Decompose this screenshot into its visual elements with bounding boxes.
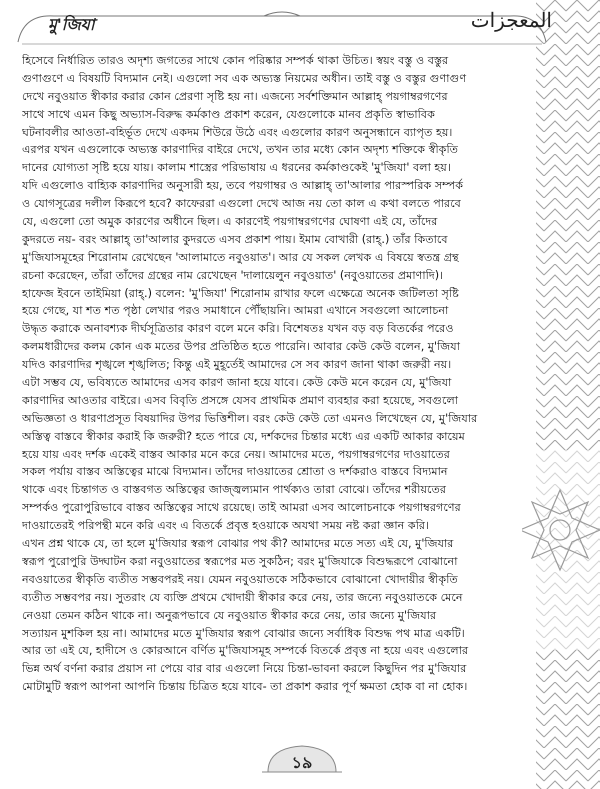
text-line: মোটামুটি স্বরূপ আপনা আপনি চিন্তায় চিত্রিত হয়ে যাবে- তা প্রকাশ করার পূর্ণ ক্ষমতা হোক বা না হোক।	[22, 680, 468, 694]
text-line: অস্তিত্ব বাস্তবে স্বীকার করাই কি জরুরী? হতে পারে যে, দর্শকদের চিন্তার মধ্যে এর একটি আকার কায়েম	[22, 429, 465, 443]
text-line: হিসেবে নির্ধারিত তারও অদৃশ্য জগতের সাথে কোন পরিষ্কার সম্পর্ক থাকা উচিত। স্বয়ং বস্তু ও বস্তুর	[22, 54, 449, 67]
text-line: নেওয়া তেমন কঠিন থাকে না। অনুরূপভাবে যে নবুওয়াত স্বীকার করে নেয়, তার জন্যে মু'জিযার	[22, 608, 437, 622]
text-line: যদিও কারণাদির শৃঙ্খলে শৃঙ্খলিত; কিন্তু এই মুহূর্তেই আমাদের সে সব কারণ জানা থাকা জরুরী নয়।	[22, 358, 452, 372]
text-line: ভিন্ন অর্থ বর্ণনা করার প্রয়াস না পেয়ে বার বার এগুলো নিয়ে চিন্তা-ভাবনা করলে কিছুদিন পর মু'জিযার	[22, 662, 467, 676]
text-line: সকল পর্যায় বাস্তব অস্তিত্বের মাঝে বিদ্যমান। তাঁদের দাওয়াতের শ্রোতা ও দর্শকরাও বাস্তবে বিদ্যমান	[22, 465, 448, 479]
text-line: কলমধারীদের কলম কোন এক মতের উপর প্রতিষ্ঠিত হতে পারেনি। আবার কেউ কেউ বলেন, মু'জিযা	[22, 340, 460, 354]
text-line: হয়ে গেছে, যা শত শত পৃষ্ঠা লেখার পরও সমাধানে পৌঁছায়নি। আমরা এখানে সবগুলো আলোচনা	[22, 304, 449, 318]
text-line: থাকে এবং চিন্তাগত ও বাস্তবগত অস্তিত্বের জাজ্জ্বল্যমান পার্থক্যও তারা বোঝে। তাঁদের শরীয়তের	[22, 483, 447, 497]
text-line: হয়ে যায় এবং দর্শক একেই বাস্তব আকার মনে করে নেয়। আমাদের মতে, পয়গাম্বরগণের দাওয়াতের	[22, 447, 450, 461]
text-line: অভিজ্ঞতা ও ধারণাপ্রসূত বিষয়াদির উপর ভিত্তিশীল। বরং কেউ কেউ তো এমনও লিখেছেন যে, মু'জিযার	[22, 411, 478, 425]
text-line: দেখে নবুওয়াত স্বীকার করার কোন প্রেরণা সৃষ্টি হয় না। এজন্যে সর্বশক্তিমান আল্লাহ্ পয়গাম্বরগণের	[22, 89, 448, 103]
text-line: কুদরতে নয়- বরং আল্লাহ্ তা'আলার কুদরতে এসব প্রকাশ পায়। ইমাম বোখারী (রাহ্.) তাঁর কিতাবে	[22, 232, 448, 246]
page-number-badge	[262, 742, 342, 778]
text-line: আর তা এই যে, হাদীসে ও কোরআনে বর্ণিত মু'জিযাসমূহ সম্পর্কে বিতর্কে প্রবৃত্ত না হয়ে এবং এগুলোর	[22, 644, 469, 658]
text-line: সম্পর্কও পুরোপুরিভাবে বাস্তব অস্তিত্বের সাথে রয়েছে। তাই আমরা এসব আলোচনাকে পয়গাম্বরগণের	[22, 501, 461, 515]
text-line: দানের যোগ্যতা সৃষ্টি হয়ে যায়। কালাম শাস্ত্রের পরিভাষায় এ ধরনের কর্মকাণ্ডকেই 'মু'জিযা' বলা হয়।	[22, 161, 451, 175]
header-title-bengali: মু'জিযা	[48, 15, 95, 34]
page-number: ১৯	[291, 753, 313, 772]
text-line: দাওয়াতেরই পরিপন্থী মনে করি এবং এ বিতর্কে প্রবৃত্ত হওয়াকে অযথা সময় নষ্ট করা জ্ঞান করি।	[22, 519, 430, 533]
text-line: রচনা করেছেন, তাঁরা তাঁদের গ্রন্থের নাম রেখেছেন 'দালায়েলুন নবুওয়াত' (নবুওয়াতের প্রমাণাদি)।	[22, 268, 444, 282]
text-line: যে, এগুলো তো অমুক কারণের অধীনে ছিল। এ কারণেই পয়গাম্বরগণের ঘোষণা এই যে, তাঁদের	[22, 215, 438, 229]
text-line: এখন প্রশ্ন থাকে যে, তা হলে মু'জিযার স্বরূপ বোঝার পথ কী? আমাদের মতে সত্য এই যে, মু'জিযার	[22, 537, 454, 551]
text-line: এটা সম্ভব যে, ভবিষ্যতে আমাদের এসব কারণ জানা হয়ে যাবে। কেউ কেউ মনে করেন যে, মু'জিযা	[22, 376, 452, 390]
text-line: মু'জিযাসমূহের শিরোনাম রেখেছেন 'আলামাতে নবুওয়াত'। আর যে সকল লেখক এ বিষয়ে স্বতন্ত্র গ্রন্থ	[22, 250, 459, 264]
header-title-arabic: المعجزات	[470, 8, 552, 32]
text-line: ঘটনাবলীর আওতা-বহির্ভূত দেখে একদম শিউরে উঠে এবং এগুলোর কারণ অনুসন্ধানে ব্যাপৃত হয়।	[22, 125, 453, 139]
text-line: গুণাগুণে এ বিষয়টি বিদ্যমান নেই। এগুলো সব এক অভ্যস্ত নিয়মের অধীন। তাই বস্তু ও বস্তুর গুণাগুণ	[22, 71, 467, 85]
text-line: ব্যতীত সম্ভবপর নয়। সুতরাং যে ব্যক্তি প্রথমে খোদায়ী স্বীকার করে নেয়, তার জন্যে নবুওয়াতকে মেনে	[22, 590, 463, 604]
text-line: সাথে সাথে এমন কিছু অভ্যাস-বিরুদ্ধ কর্মকাণ্ড প্রকাশ করেন, যেগুলোকে মানব প্রকৃতি স্বাভাবিক	[22, 107, 435, 121]
text-line: কারণাদির আওতার বাইরে। এসব বিবৃতি প্রসঙ্গে যেসব প্রাথমিক প্রমাণ ব্যবহার করা হয়েছে, সবগুলো	[22, 393, 459, 407]
page-header	[14, 6, 586, 52]
text-line: উদ্ধৃত করাকে অনাবশ্যক দীর্ঘসূত্রিতার কারণ বলে মনে করি। বিশেষতঃ যখন বড় বড় বিতর্কের পরেও	[22, 322, 454, 336]
text-line: সত্যায়ন মুশকিল হয় না। আমাদের মতে মু'জিযার স্বরূপ বোঝার জন্যে সর্বাধিক বিশুদ্ধ পথ মাত্র একটি।	[22, 626, 465, 640]
text-line: হাফেজ ইবনে তাইমিয়া (রাহ্.) বলেন: 'মু'জিযা' শিরোনাম রাখার ফলে এক্ষেত্রে অনেক জটিলতা সৃষ্টি	[22, 286, 459, 300]
text-line: এরপর যখন এগুলোকে অভ্যস্ত কারণাদির বাইরে দেখে, তখন তার মধ্যে কোন অদৃশ্য শক্তিকে স্বীকৃতি	[22, 143, 459, 157]
text-line: যদি এগুলোও বাহ্যিক কারণাদির অনুসারী হয়, তবে পয়গাম্বর ও আল্লাহ্ তা'আলার পারস্পরিক সম্পর্ক	[22, 179, 464, 193]
text-line: স্বরূপ পুরোপুরি উদ্ঘাটন করা নবুওয়াতের স্বরূপের মত সুকঠিন; বরং মু'জিযাকে বিশুদ্ধরূপে বোঝানো	[22, 554, 458, 568]
body-text	[22, 52, 550, 696]
text-line: নবওয়াতের স্বীকৃতি ব্যতীত সম্ভবপরই নয়। যেমন নবুওয়াতকে সঠিকভাবে বোঝানো খোদায়ীর স্বীকৃতি	[22, 572, 458, 586]
text-line: ও যোগসূত্রের দলীল কিরূপে হবে? কাফেররা এগুলো দেখে আজ নয় তো কাল এ কথা বলতে পারবে	[22, 197, 461, 211]
